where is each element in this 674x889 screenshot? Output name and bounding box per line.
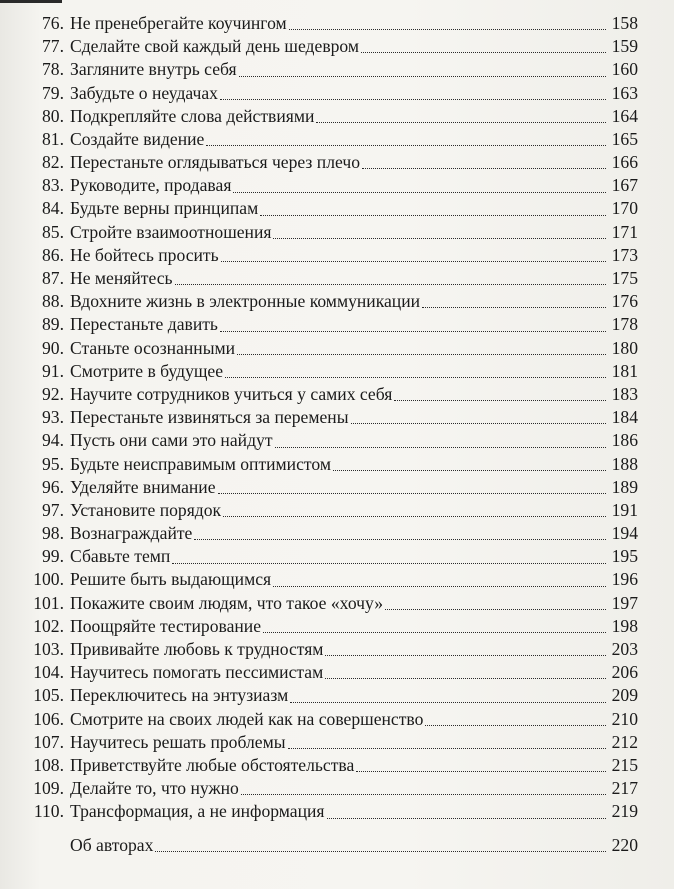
- dot-leader: [273, 586, 606, 587]
- toc-entry[interactable]: [26, 82, 638, 105]
- toc-entry-title: Об авторах: [70, 834, 154, 855]
- toc-entry-number: 85.: [42, 221, 64, 242]
- toc-entry[interactable]: [26, 105, 638, 128]
- toc-entry-number: 78.: [42, 59, 64, 80]
- toc-entry[interactable]: [26, 128, 638, 151]
- toc-entry-number: 84.: [42, 198, 64, 219]
- toc-entry[interactable]: [26, 174, 638, 197]
- toc-entry-title: Вдохните жизнь в электронные коммуникации: [70, 291, 421, 312]
- toc-entry-about-authors[interactable]: [26, 834, 638, 857]
- toc-entry-page: 180: [611, 337, 638, 358]
- toc-entry[interactable]: [26, 221, 638, 244]
- dot-leader: [351, 423, 606, 424]
- toc-entry-page: 188: [611, 453, 638, 474]
- toc-entry-title: Сделайте свой каждый день шедевром: [70, 36, 360, 57]
- toc-entry-number: 103.: [33, 639, 64, 660]
- toc-entry-page: 183: [611, 383, 638, 404]
- dot-leader: [237, 354, 606, 355]
- toc-entry-title: Прививайте любовь к трудностям: [70, 639, 324, 660]
- dot-leader: [325, 655, 606, 656]
- toc-entry-number: 100.: [33, 569, 64, 590]
- toc-entry-number: 102.: [33, 615, 64, 636]
- toc-entry-title: Не пренебрегайте коучингом: [70, 12, 287, 33]
- toc-entry-title: Поощряйте тестирование: [70, 615, 262, 636]
- toc-entry-number: 109.: [33, 778, 64, 799]
- toc-entry-title: Решите быть выдающимся: [70, 569, 272, 590]
- toc-entry-number: 82.: [42, 152, 64, 173]
- toc-entry[interactable]: [26, 522, 638, 545]
- toc-entry-page: 219: [611, 801, 638, 822]
- toc-entry[interactable]: [26, 476, 638, 499]
- toc-entry-page: 196: [611, 569, 638, 590]
- toc-entry-title: Перестаньте оглядываться через плечо: [70, 152, 360, 173]
- table-of-contents: [26, 12, 638, 857]
- toc-entry-title: Научитесь решать проблемы: [70, 731, 286, 752]
- toc-entry[interactable]: [26, 383, 638, 406]
- toc-entry-page: 197: [611, 592, 638, 613]
- toc-entry-title: Научите сотрудников учиться у самих себя: [70, 383, 393, 404]
- toc-entry-number: 108.: [33, 754, 64, 775]
- toc-entry-title: Будьте неисправимым оптимистом: [70, 453, 331, 474]
- dot-leader: [223, 516, 606, 517]
- toc-entry[interactable]: [26, 35, 638, 58]
- toc-entry-page: 173: [611, 244, 638, 265]
- toc-entry-page: 164: [611, 105, 638, 126]
- toc-entry-page: 194: [611, 523, 638, 544]
- toc-entry[interactable]: [26, 198, 638, 221]
- top-rule: [0, 0, 62, 3]
- toc-entry-page: 210: [611, 708, 638, 729]
- toc-entry[interactable]: [26, 58, 638, 81]
- toc-entry[interactable]: [26, 545, 638, 568]
- toc-entry-page: 175: [611, 268, 638, 289]
- toc-entry-title: Создайте видение: [70, 128, 205, 149]
- toc-entry-number: 104.: [33, 662, 64, 683]
- toc-entry[interactable]: [26, 638, 638, 661]
- toc-entry-number: 98.: [42, 523, 64, 544]
- toc-entry-page: 198: [611, 615, 638, 636]
- toc-entry-page: 171: [611, 221, 638, 242]
- toc-entry-page: 186: [611, 430, 638, 451]
- toc-entry-title: Станьте осознанными: [70, 337, 236, 358]
- toc-entry-number: 101.: [33, 592, 64, 613]
- dot-leader: [175, 284, 606, 285]
- dot-leader: [220, 331, 606, 332]
- dot-leader: [327, 818, 606, 819]
- toc-entry-number: 83.: [42, 175, 64, 196]
- toc-entry-number: 93.: [42, 407, 64, 428]
- toc-entry[interactable]: [26, 429, 638, 452]
- dot-leader: [394, 400, 606, 401]
- dot-leader: [275, 447, 606, 448]
- toc-entry[interactable]: [26, 244, 638, 267]
- toc-entry[interactable]: [26, 151, 638, 174]
- toc-entry-number: 92.: [42, 383, 64, 404]
- toc-entry-page: 217: [611, 778, 638, 799]
- toc-entry-page: 209: [611, 685, 638, 706]
- toc-entry-number: 96.: [42, 476, 64, 497]
- toc-entry-number: 76.: [42, 12, 64, 33]
- toc-entry-number: 110.: [33, 801, 64, 822]
- toc-entry-page: 189: [611, 476, 638, 497]
- dot-leader: [333, 470, 606, 471]
- toc-entry-title: Перестаньте извиняться за перемены: [70, 407, 349, 428]
- toc-entry-title: Забудьте о неудачах: [70, 82, 218, 103]
- dot-leader: [172, 563, 606, 564]
- dot-leader: [233, 192, 606, 193]
- toc-entry-title: Подкрепляйте слова действиями: [70, 105, 315, 126]
- toc-entry-title: Сбавьте темп: [70, 546, 171, 567]
- toc-entry[interactable]: [26, 499, 638, 522]
- dot-leader: [194, 539, 606, 540]
- toc-entry[interactable]: [26, 406, 638, 429]
- dot-leader: [288, 748, 606, 749]
- toc-entry[interactable]: [26, 12, 638, 35]
- toc-entry[interactable]: [26, 453, 638, 476]
- toc-entry-number: 94.: [42, 430, 64, 451]
- toc-entry-number: 86.: [42, 244, 64, 265]
- toc-entry[interactable]: [26, 661, 638, 684]
- dot-leader: [218, 493, 606, 494]
- toc-entry-number: 87.: [42, 268, 64, 289]
- toc-entry-title: Переключитесь на энтузиазм: [70, 685, 289, 706]
- toc-entry-number: 99.: [42, 546, 64, 567]
- toc-entry[interactable]: [26, 800, 638, 823]
- toc-entry-number: 97.: [42, 499, 64, 520]
- toc-entry-page: 212: [611, 731, 638, 752]
- toc-entry-title: Смотрите в будущее: [70, 360, 224, 381]
- dot-leader: [316, 122, 606, 123]
- toc-entry-number: 79.: [42, 82, 64, 103]
- toc-entry[interactable]: [26, 337, 638, 360]
- toc-entry-page: 181: [611, 360, 638, 381]
- toc-entry-page: 158: [611, 12, 638, 33]
- toc-entry-number: 81.: [42, 128, 64, 149]
- toc-entry-title: Установите порядок: [70, 499, 222, 520]
- toc-entry-title: Загляните внутрь себя: [70, 59, 237, 80]
- toc-entry-title: Не меняйтесь: [70, 268, 173, 289]
- toc-entry-page: 160: [611, 59, 638, 80]
- toc-entry-title: Уделяйте внимание: [70, 476, 216, 497]
- dot-leader: [206, 145, 606, 146]
- dot-leader: [241, 794, 606, 795]
- toc-entry-title: Трансформация, а не информация: [70, 801, 325, 822]
- toc-entry-page: 184: [611, 407, 638, 428]
- toc-entry-number: 105.: [33, 685, 64, 706]
- toc-entry-number: 88.: [42, 291, 64, 312]
- dot-leader: [425, 725, 606, 726]
- dot-leader: [385, 609, 606, 610]
- toc-entry-page: 206: [611, 662, 638, 683]
- toc-entry-title: Будьте верны принципам: [70, 198, 259, 219]
- toc-entry-page: 163: [611, 82, 638, 103]
- dot-leader: [155, 851, 606, 852]
- toc-entry[interactable]: [26, 708, 638, 731]
- toc-entry-title: Приветствуйте любые обстоятельства: [70, 754, 355, 775]
- toc-entry-page: 178: [611, 314, 638, 335]
- dot-leader: [225, 377, 606, 378]
- toc-entry[interactable]: [26, 731, 638, 754]
- dot-leader: [239, 76, 606, 77]
- toc-entry[interactable]: [26, 569, 638, 592]
- toc-entry-title: Не бойтесь просить: [70, 244, 219, 265]
- dot-leader: [220, 99, 606, 100]
- toc-entry-title: Покажите своим людям, что такое «хочу»: [70, 592, 384, 613]
- toc-entry[interactable]: [26, 290, 638, 313]
- dot-leader: [263, 632, 606, 633]
- toc-entry[interactable]: [26, 267, 638, 290]
- toc-entry-page: 176: [611, 291, 638, 312]
- dot-leader: [221, 261, 606, 262]
- toc-entry-page: 203: [611, 639, 638, 660]
- toc-entry[interactable]: [26, 777, 638, 800]
- toc-entry-number: 107.: [33, 731, 64, 752]
- toc-entry-number: 80.: [42, 105, 64, 126]
- toc-entry-title: Пусть они сами это найдут: [70, 430, 273, 451]
- toc-entry-page: 166: [611, 152, 638, 173]
- toc-entry-page: 170: [611, 198, 638, 219]
- toc-entry-title: Смотрите на своих людей как на совершенство: [70, 708, 424, 729]
- dot-leader: [290, 702, 606, 703]
- dot-leader: [289, 29, 606, 30]
- toc-entry-number: 89.: [42, 314, 64, 335]
- toc-entry-number: 77.: [42, 36, 64, 57]
- toc-entry-page: 167: [611, 175, 638, 196]
- dot-leader: [362, 168, 606, 169]
- toc-entry-number: 95.: [42, 453, 64, 474]
- toc-entry-title: Стройте взаимоотношения: [70, 221, 272, 242]
- dot-leader: [273, 238, 606, 239]
- dot-leader: [325, 678, 606, 679]
- toc-entry-number: 90.: [42, 337, 64, 358]
- toc-entry[interactable]: [26, 592, 638, 615]
- toc-entry-title: Перестаньте давить: [70, 314, 218, 335]
- dot-leader: [361, 52, 606, 53]
- toc-entry[interactable]: [26, 313, 638, 336]
- toc-entry[interactable]: [26, 360, 638, 383]
- toc-entry-number: 91.: [42, 360, 64, 381]
- toc-entry-page: 159: [611, 36, 638, 57]
- toc-entry-title: Руководите, продавая: [70, 175, 232, 196]
- toc-entry-page: 191: [611, 499, 638, 520]
- toc-entry-title: Делайте то, что нужно: [70, 778, 239, 799]
- toc-entry[interactable]: [26, 615, 638, 638]
- dot-leader: [260, 215, 606, 216]
- toc-entry-title: Научитесь помогать пессимистам: [70, 662, 324, 683]
- toc-entry-page: 165: [611, 128, 638, 149]
- toc-entry[interactable]: [26, 754, 638, 777]
- toc-entry[interactable]: [26, 684, 638, 707]
- toc-entry-page: 220: [611, 834, 638, 855]
- dot-leader: [422, 307, 606, 308]
- toc-entry-page: 195: [611, 546, 638, 567]
- toc-entry-page: 215: [611, 754, 638, 775]
- toc-entry-number: 106.: [33, 708, 64, 729]
- toc-entry-title: Вознаграждайте: [70, 523, 193, 544]
- dot-leader: [356, 771, 606, 772]
